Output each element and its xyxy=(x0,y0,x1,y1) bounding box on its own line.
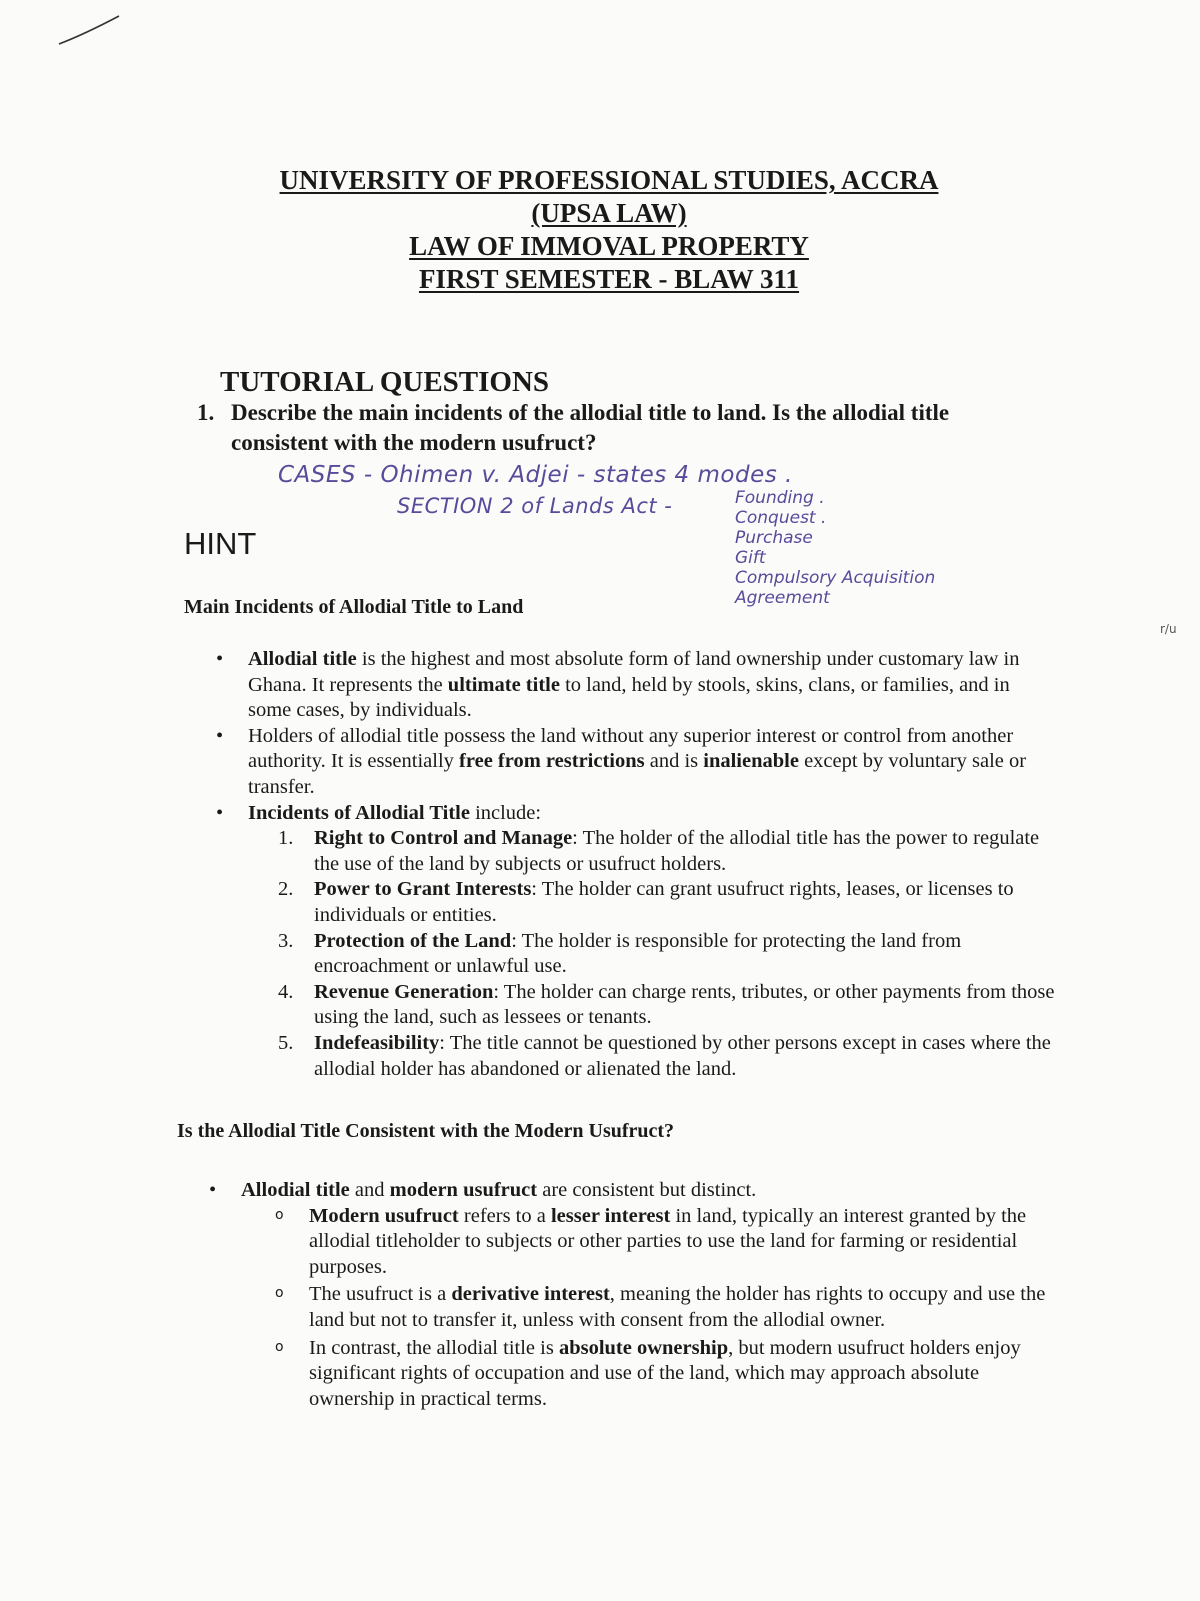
question-number: 1. xyxy=(197,400,215,425)
section-heading-incidents: Main Incidents of Allodial Title to Land xyxy=(184,596,524,618)
handwritten-mode: Gift xyxy=(735,548,766,568)
handwritten-cases-note: CASES - Ohimen v. Adjei - states 4 modes . xyxy=(278,462,793,488)
handwritten-modes-list xyxy=(735,488,935,608)
sub-list-item: o The usufruct is a derivative interest, meaning the holder has rights to occupy and use the land but not to transfer it, unless with consent from the allodial owner. xyxy=(309,1282,1061,1333)
question-text: Describe the main incidents of the allodial title to land. Is the allodial title consistent with the modern usufruct? xyxy=(231,400,950,455)
header-faculty: (UPSA LAW) xyxy=(531,198,687,228)
pen-scratch-mark xyxy=(55,10,135,50)
question-1 xyxy=(197,398,1047,458)
handwritten-mode: Agreement xyxy=(735,588,830,608)
incidents-bullet-list xyxy=(248,647,1058,1082)
sub-list-item: o Modern usufruct refers to a lesser interest in land, typically an interest granted by the allodial titleholder to subjects or other parties to use the land for farming or residential purposes. xyxy=(309,1204,1061,1281)
numbered-item: 2. Power to Grant Interests: The holder can grant usufruct rights, leases, or licenses to individuals or entities. xyxy=(278,878,1014,926)
incidents-numbered-list xyxy=(278,826,1058,1082)
list-item: • Incidents of Allodial Title include: 1. Right to Control and Manage: The holder of the allodial title has the power to regulate the use of the land by subjects or usufruct holders. 2. Power to Grant Interests: The holder can grant usufruct rights, leases, or licenses to individuals or entities. 3. Protection of the Land: The holder is responsible for protecting the land from encroachment or unlawful use. 4. Revenue Generation: The holder can charge rents, tributes, or other payments from those using the land, such as lessees or tenants. 5. Indefeasibility: The title cannot be questioned by other persons except in cases where the allodial holder has abandoned or alienated the land. xyxy=(248,801,1058,1083)
list-item: • Allodial title and modern usufruct are consistent but distinct. o Modern usufruct refers to a lesser interest in land, typically an interest granted by the allodial titleholder to subjects or other parties to use the land for farming or residential purposes. o The usufruct is a derivative interest, meaning the holder has rights to occupy and use the land but not to transfer it, unless with consent from the allodial owner. o In contrast, the allodial title is absolute ownership, but modern usufruct holders enjoy significant rights of occupation and use of the land, which may approach absolute ownership in practical terms. xyxy=(241,1178,1061,1412)
handwritten-mode: Purchase xyxy=(735,528,813,548)
sub-list-item: o In contrast, the allodial title is absolute ownership, but modern usufruct holders enjoy significant rights of occupation and use of the land, which may approach absolute ownership in practical terms. xyxy=(309,1336,1061,1413)
consistency-bullet-list xyxy=(241,1178,1061,1414)
consistency-sub-list xyxy=(309,1204,1061,1413)
handwritten-mode: Conquest . xyxy=(735,508,827,528)
header-course: LAW OF IMMOVAL PROPERTY xyxy=(409,231,809,261)
header-semester: FIRST SEMESTER - BLAW 311 xyxy=(418,264,800,294)
numbered-item: 1. Right to Control and Manage: The holder of the allodial title has the power to regulate the use of the land by subjects or usufruct holders. xyxy=(278,827,1040,875)
section-heading-consistency: Is the Allodial Title Consistent with the Modern Usufruct? xyxy=(177,1120,675,1142)
handwritten-mode: Compulsory Acquisition xyxy=(735,568,936,588)
numbered-item: 3. Protection of the Land: The holder is responsible for protecting the land from encroachment or unlawful use. xyxy=(278,929,962,978)
tutorial-title: TUTORIAL QUESTIONS xyxy=(220,366,550,398)
header-university: UNIVERSITY OF PROFESSIONAL STUDIES, ACCRA xyxy=(279,165,939,195)
numbered-item: 5. Indefeasibility: The title cannot be questioned by other persons except in cases where the allodial holder has abandoned or alienated the land. xyxy=(278,1031,1051,1080)
margin-mark: r/u xyxy=(1160,622,1177,636)
hint-label: HINT xyxy=(184,526,257,561)
handwritten-mode: Founding . xyxy=(735,488,825,508)
list-item: • Allodial title is the highest and most absolute form of land ownership under customary law in Ghana. It represents the ultimate title to land, held by stools, skins, clans, or families, and in some cases, by individuals. xyxy=(248,647,1058,724)
document-header xyxy=(0,164,1200,296)
handwritten-section-note: SECTION 2 of Lands Act - xyxy=(397,494,673,518)
list-item: • Holders of allodial title possess the land without any superior interest or control from another authority. It is essentially free from restrictions and is inalienable except by voluntary sale or transfer. xyxy=(248,724,1058,801)
numbered-item: 4. Revenue Generation: The holder can charge rents, tributes, or other payments from those using the land, such as lessees or tenants. xyxy=(278,980,1055,1029)
